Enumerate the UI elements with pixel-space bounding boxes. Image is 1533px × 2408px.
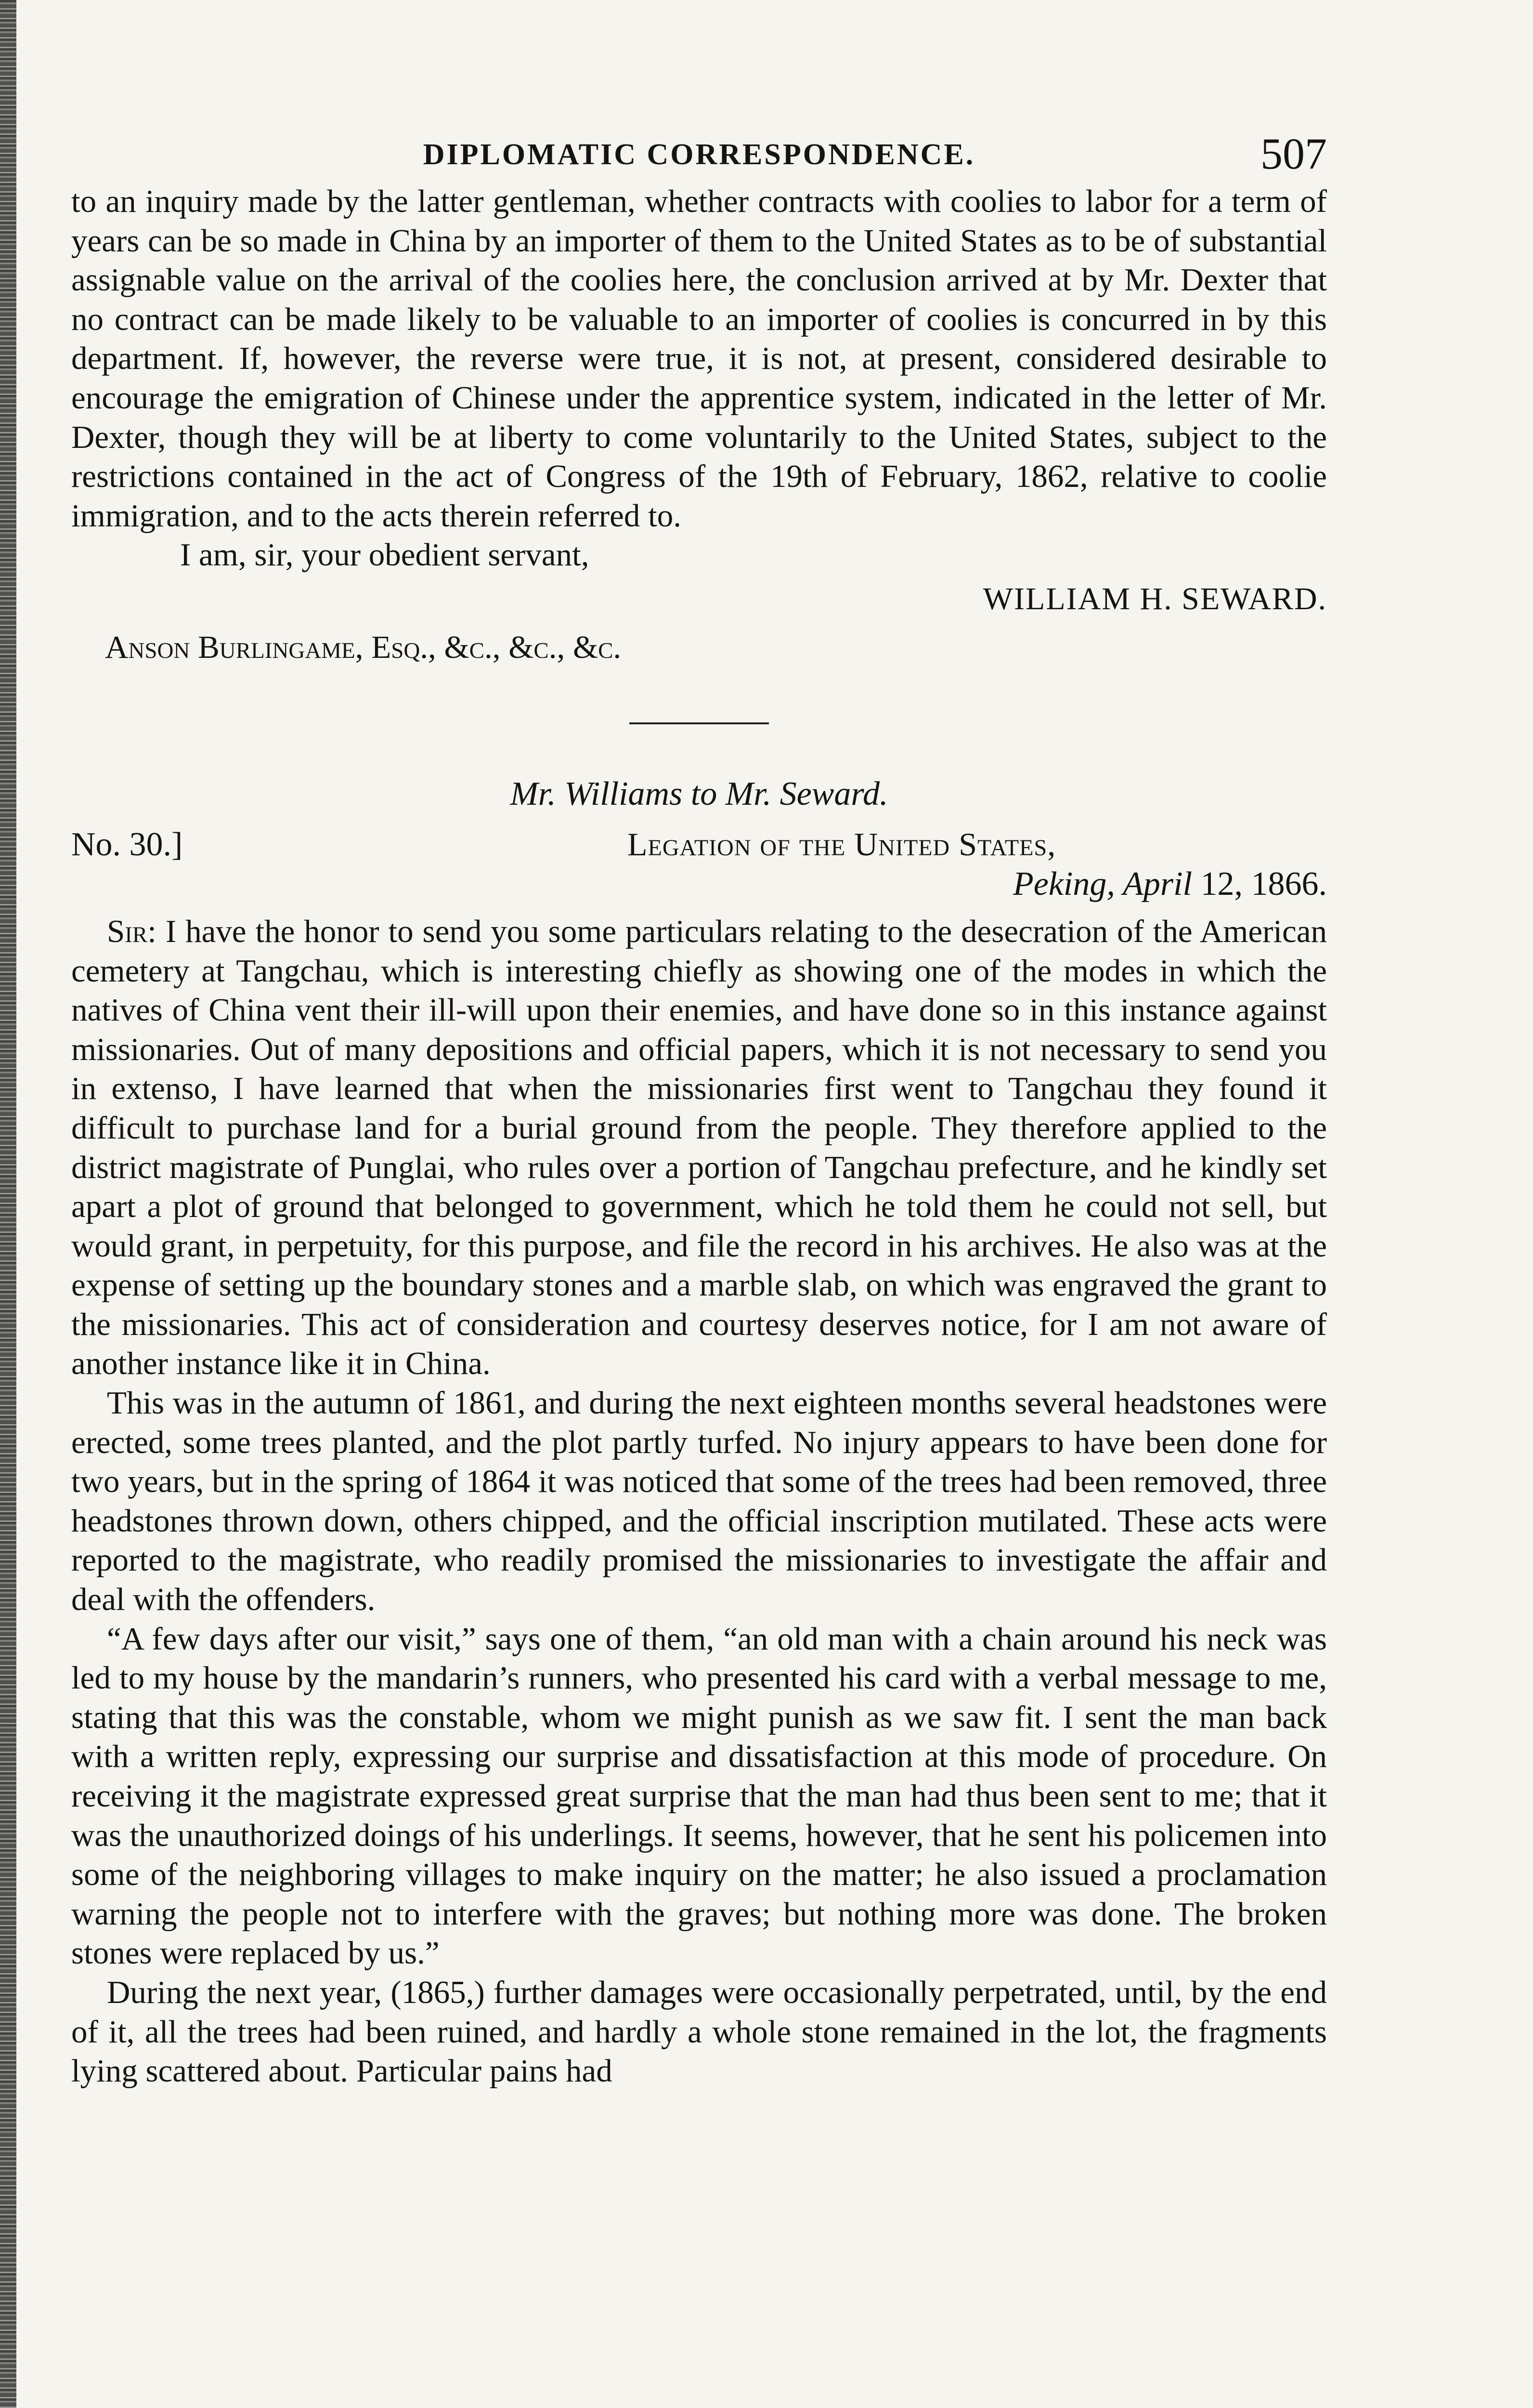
letter-paragraph-3: “A few days after our visit,” says one of them, “an old man with a chain around his neck was led to my house by the mandarin’s runners, who presented his card with a verbal message to me, stating that this was the constable, whom we might punish as we saw fit. I sent the man back with a written reply, expressing our surprise and dissatisfaction at this mode of procedure. On receiving it the magistrate expressed great surprise that the man had thus been sent to me; that it was the unauthorized doings of his underlings. It seems, however, that he sent his policemen into some of the neighboring villages to make inquiry on the matter; he also issued a proclamation warning the people not to interfere with the graves; but nothing more was done. The broken stones were replaced by us.”	[71, 1621, 1327, 1971]
dateline-place: Peking, April	[1013, 865, 1192, 903]
legation-line: Legation of the United States,	[627, 825, 1056, 863]
scan-binding-edge	[0, 0, 16, 2408]
letter-paragraph-2: This was in the autumn of 1861, and during the next eighteen months several headstones were erected, some trees planted, and the plot partly turfed. No injury appears to have been done for two years, but in the spring of 1864 it was noticed that some of the trees had been removed, three headstones thrown down, others chipped, and the official inscription mutilated. These acts were reported to the magistrate, who readily promised the missionaries to investigate the affair and deal with the offenders.	[71, 1385, 1327, 1618]
salutation: Sir:	[107, 913, 156, 949]
running-head: DIPLOMATIC CORRESPONDENCE.	[423, 138, 975, 171]
closing-line: I am, sir, your obedient servant,	[180, 537, 589, 573]
paragraph-1-text: I have the honor to send you some particulars relating to the desecration of the American cemetery at Tangchau, which is interesting chiefly as showing one of the modes in which the natives of China vent their ill-will upon their enemies, and have done so in this instance against missionaries. Out of many depositions and official papers, which it is not necessary to send you in extenso, I have learned that when the missionaries first went to Tangchau they found it difficult to purchase land for a burial ground from the people. They therefore applied to the district magistrate of Punglai, who rules over a portion of Tangchau prefecture, and he kindly set apart a plot of ground that belonged to government, which he told them he could not sell, but would grant, in perpetuity, for this purpose, and file the record in his archives. He also was at the expense of setting up the boundary stones and a marble slab, on which was engraved the grant to the missionaries. This act of consideration and courtesy deserves notice, for I am not aware of another instance like it in China.	[71, 913, 1327, 1382]
addressee: Anson Burlingame, Esq., &c., &c., &c.	[105, 629, 622, 665]
letter-heading	[71, 825, 1327, 912]
section-divider	[629, 722, 769, 724]
letter-paragraph-1	[71, 912, 1327, 1384]
letter-number: No. 30.]	[71, 825, 183, 863]
signature: WILLIAM H. SEWARD.	[983, 581, 1327, 616]
document-page	[71, 124, 1327, 2091]
page-number: 507	[1260, 129, 1327, 178]
page-header	[71, 124, 1327, 182]
letter-title: Mr. Williams to Mr. Seward.	[510, 775, 888, 812]
prev-letter-paragraph: to an inquiry made by the latter gentleman, whether contracts with coolies to labor for a term of years can be so made in China by an importer of them to the United States as to be of substantial assignable value on the arrival of the coolies here, the conclusion arrived at by Mr. Dexter that no contract can be made likely to be valuable to an importer of coolies is concurred in by this department. If, however, the reverse were true, it is not, at present, considered desirable to encourage the emigration of Chinese under the apprentice system, indicated in the letter of Mr. Dexter, though they will be at liberty to come voluntarily to the United States, subject to the restrictions contained in the act of Congress of the 19th of February, 1862, relative to coolie immigration, and to the acts therein referred to.	[71, 183, 1327, 534]
letter-paragraph-4: During the next year, (1865,) further damages were occasionally perpetrated, until, by the end of it, all the trees had been ruined, and hardly a whole stone remained in the lot, the fragments lying scattered about. Particular pains had	[71, 1974, 1327, 2089]
dateline	[1013, 865, 1327, 903]
dateline-date: 12, 1866.	[1200, 865, 1327, 903]
